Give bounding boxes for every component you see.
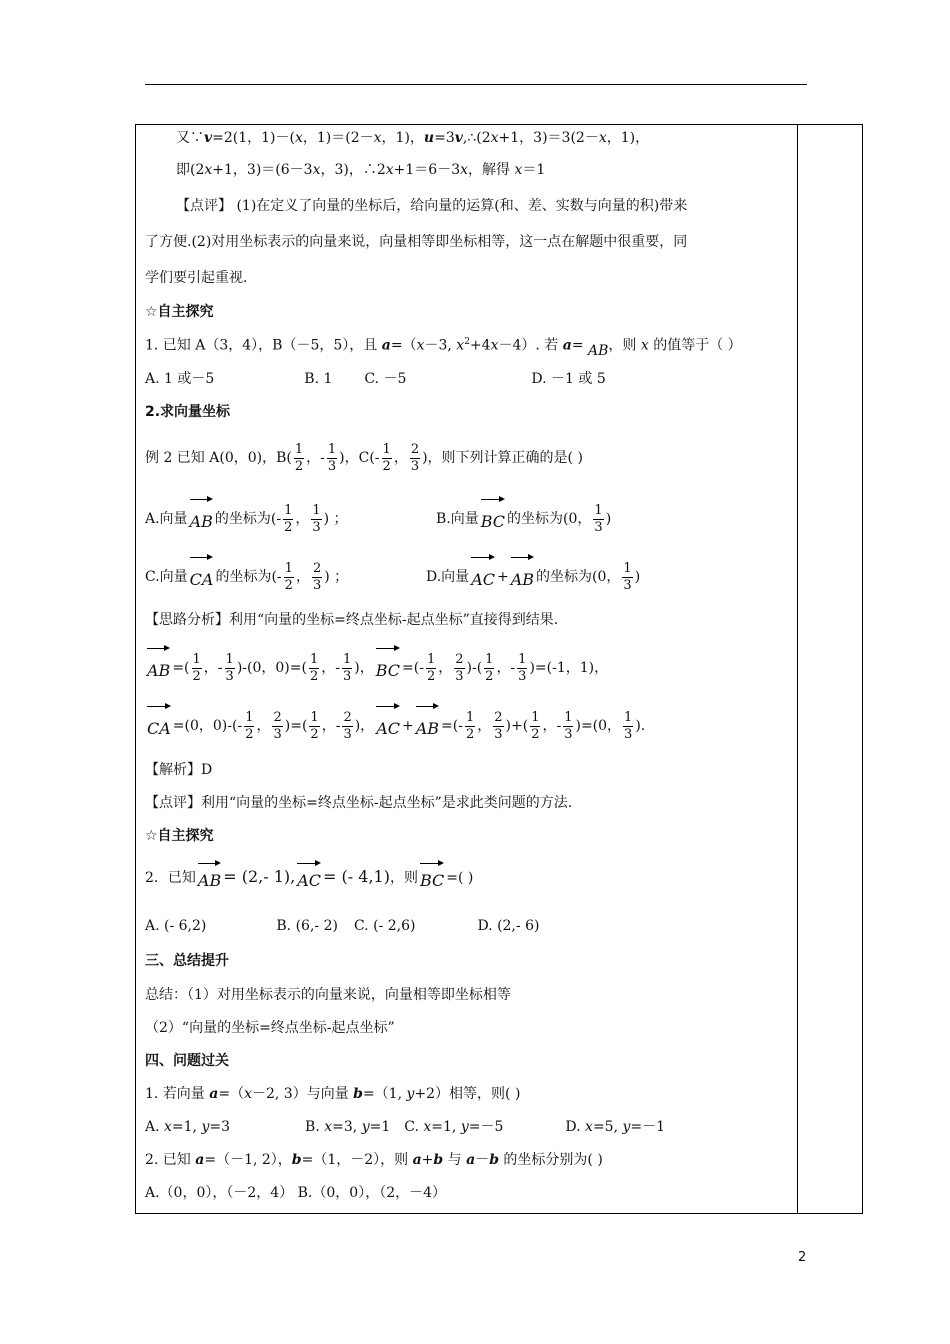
summary-2: （2）“向量的坐标=终点坐标-起点坐标” xyxy=(145,1020,395,1036)
header-rule xyxy=(145,84,807,85)
question-2-options: A. (- 6,2) B. (6,- 2) C. (- 2,6) D. (2,- 6) xyxy=(145,918,540,934)
question-2: 2．已知 AB = (2,- 1), AC = (- 4,1)，则 BC =( ) xyxy=(145,860,473,896)
problem-1: 1. 若向量 a=（x－2, 3）与向量 b=（1, y+2）相等，则( ) xyxy=(145,1086,521,1102)
comment-line-2: 了方便.(2)对用坐标表示的向量来说，向量相等即坐标相等，这一点在解题中很重要，同 xyxy=(145,234,688,250)
comment-line-1: 【点评】 (1)在定义了向量的坐标后，给向量的运算(和、差、实数与向量的积)带来 xyxy=(176,198,688,214)
heading-summary: 三、总结提升 xyxy=(145,953,229,969)
example-2: 例 2 已知 A(0，0)，B( $\frac{1}{2}$ ，- $\frac{1}{3}$ )，C(- $\frac{1}{2}$ ， $\frac{2}{3}$ )，则下列计算正确的是( ) xyxy=(145,441,583,474)
option-c: C.向量 CA 的坐标为(- $\frac{1}{2}$ ， $\frac{2}{3}$ ) ； xyxy=(145,554,348,600)
heading-self-explore-2: ☆自主探究 xyxy=(145,828,214,844)
solution-line-2: 即(2x+1，3)＝(6－3x，3)，∴2x+1＝6－3x，解得 x＝1 xyxy=(176,162,546,178)
option-d: D.向量 AC + AB 的坐标为(0， $\frac{1}{3}$ ) xyxy=(426,554,640,600)
solution-step-1: AB =( $\frac{1}{2}$ ，- $\frac{1}{3}$ )-(0，0)=( $\frac{1}{2}$ ，- $\frac{1}{3}$ )， BC =(- $\frac{1}{2}$ ， $\frac{2}{3}$ )-( $\frac{1}{2}$ ，- $\frac{1}{3}$ )=(-1，1)， xyxy=(145,645,608,691)
comment-line-3: 学们要引起重视. xyxy=(145,270,248,286)
solution-line-1: 又∵v=2(1，1)－(x，1)＝(2－x，1)，u=3v,∴(2x+1，3)＝3(2－x，1)， xyxy=(176,130,650,146)
option-b: B.向量 BC 的坐标为(0， $\frac{1}{3}$ ) xyxy=(436,496,611,542)
question-1-options: A. 1 或－5 B. 1 C. －5 D. －1 或 5 xyxy=(145,371,606,387)
heading-self-explore-1: ☆自主探究 xyxy=(145,304,214,320)
heading-checkpoint: 四、问题过关 xyxy=(145,1053,229,1069)
answer: 【解析】D xyxy=(145,762,213,778)
page-number: 2 xyxy=(798,1250,807,1265)
table-column-divider xyxy=(797,124,798,1214)
option-a: A.向量 AB 的坐标为(- $\frac{1}{2}$ ， $\frac{1}{3}$ ) ； xyxy=(145,496,348,542)
problem-2-options: A.（0，0），（－2，4） B.（0，0），（2，－4） xyxy=(145,1185,447,1201)
solution-step-2: CA =(0，0)-(- $\frac{1}{2}$ ， $\frac{2}{3}$ )=( $\frac{1}{2}$ ，- $\frac{2}{3}$ )， AC + AB =(- $\frac{1}{2}$ ， $\frac{2}{3}$ )+( $\frac{1}{2}$ ，- $\frac{1}{3}$ )=(0， $\frac{1}{3}$ ). xyxy=(145,703,645,749)
question-1: 1. 已知 A（3，4），B（－5，5），且 a=（x－3, $x^2+4x-4$）. 若 a= AB，则 x 的值等于（ ） xyxy=(145,337,742,359)
review: 【点评】利用“向量的坐标=终点坐标-起点坐标”是求此类问题的方法. xyxy=(145,795,573,811)
analysis: 【思路分析】利用“向量的坐标=终点坐标-起点坐标”直接得到结果. xyxy=(145,612,559,628)
summary-1: 总结：（1）对用坐标表示的向量来说，向量相等即坐标相等 xyxy=(145,987,511,1003)
problem-1-options: A. x=1, y=3 B. x=3, y=1 C. x=1, y=－5 D. x=5, y=－1 xyxy=(145,1119,666,1135)
heading-find-coords: 2.求向量坐标 xyxy=(145,404,231,420)
problem-2: 2. 已知 a=（－1, 2），b=（1，－2），则 a+b 与 a－b 的坐标分别为( ) xyxy=(145,1152,603,1168)
